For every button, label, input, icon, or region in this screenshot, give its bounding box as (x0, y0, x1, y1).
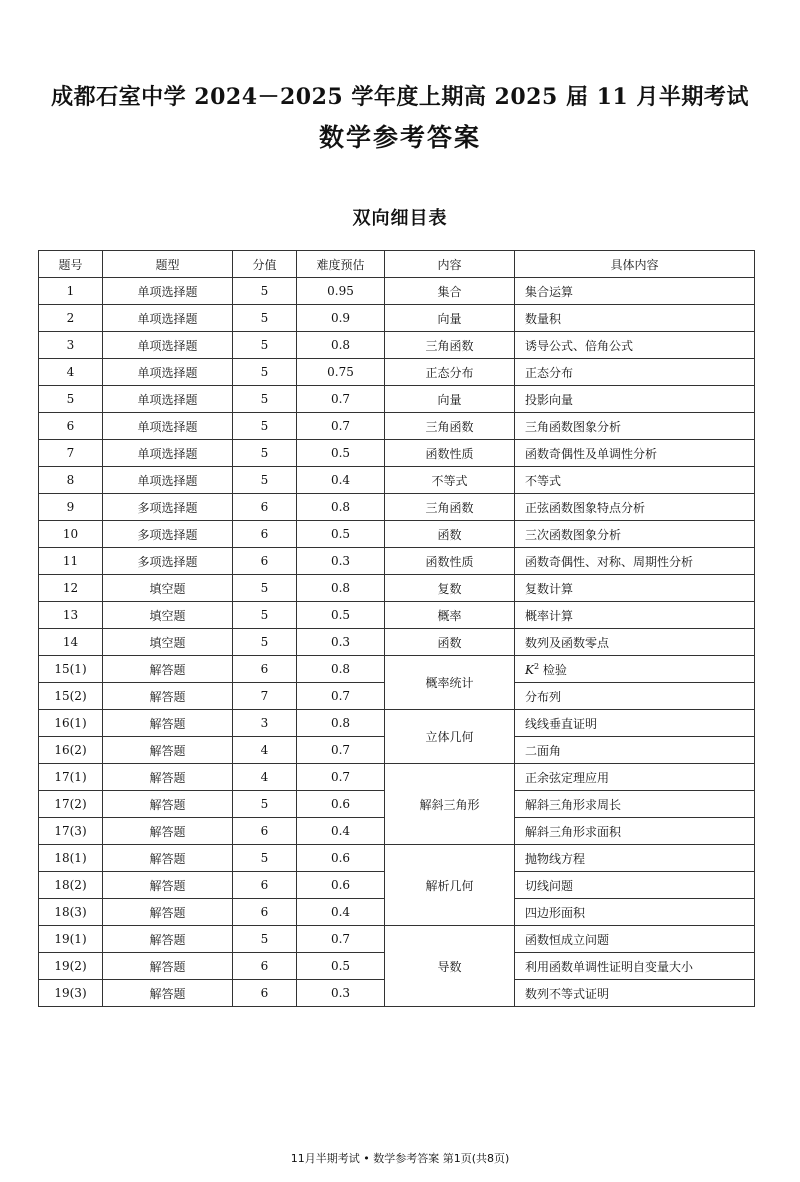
cell-score: 7 (233, 683, 297, 710)
cell-topic: 概率 (385, 602, 515, 629)
cell-number: 10 (39, 521, 103, 548)
cell-topic: 复数 (385, 575, 515, 602)
cell-type: 单项选择题 (103, 305, 233, 332)
table-row (39, 359, 755, 386)
cell-type: 多项选择题 (103, 494, 233, 521)
cell-topic-group: 导数 (385, 926, 515, 1007)
table-row (39, 575, 755, 602)
cell-type: 解答题 (103, 818, 233, 845)
cell-topic: 三角函数 (385, 413, 515, 440)
cell-type: 单项选择题 (103, 332, 233, 359)
cell-score: 6 (233, 818, 297, 845)
cell-number: 9 (39, 494, 103, 521)
cell-score: 5 (233, 791, 297, 818)
cell-score: 5 (233, 602, 297, 629)
cell-detail: 函数恒成立问题 (515, 926, 755, 953)
cell-difficulty: 0.6 (297, 791, 385, 818)
cell-type: 解答题 (103, 791, 233, 818)
cell-detail: 切线问题 (515, 872, 755, 899)
cell-difficulty: 0.3 (297, 629, 385, 656)
cell-score: 5 (233, 845, 297, 872)
cell-number: 17(2) (39, 791, 103, 818)
cell-detail: 利用函数单调性证明自变量大小 (515, 953, 755, 980)
cell-type: 解答题 (103, 872, 233, 899)
cell-type: 单项选择题 (103, 359, 233, 386)
table-row (39, 386, 755, 413)
cell-detail: 分布列 (515, 683, 755, 710)
cell-score: 5 (233, 359, 297, 386)
cell-number: 18(1) (39, 845, 103, 872)
formula-variable: K (525, 662, 534, 677)
cell-type: 单项选择题 (103, 467, 233, 494)
cell-difficulty: 0.7 (297, 926, 385, 953)
cell-type: 填空题 (103, 629, 233, 656)
cell-score: 6 (233, 656, 297, 683)
cell-score: 5 (233, 386, 297, 413)
cell-score: 5 (233, 332, 297, 359)
cell-type: 解答题 (103, 926, 233, 953)
table-row (39, 305, 755, 332)
cell-type: 单项选择题 (103, 440, 233, 467)
cell-topic: 正态分布 (385, 359, 515, 386)
cell-topic: 集合 (385, 278, 515, 305)
cell-detail: 解斜三角形求面积 (515, 818, 755, 845)
table-row (39, 926, 755, 953)
cell-score: 5 (233, 467, 297, 494)
table-row (39, 413, 755, 440)
cell-difficulty: 0.7 (297, 683, 385, 710)
cell-detail: 不等式 (515, 467, 755, 494)
cell-detail: 集合运算 (515, 278, 755, 305)
cell-type: 填空题 (103, 575, 233, 602)
cell-type: 解答题 (103, 980, 233, 1007)
cell-type: 单项选择题 (103, 413, 233, 440)
cell-detail: 复数计算 (515, 575, 755, 602)
cell-detail: 正弦函数图象特点分析 (515, 494, 755, 521)
cell-type: 解答题 (103, 737, 233, 764)
cell-detail: 数列及函数零点 (515, 629, 755, 656)
table-row (39, 710, 755, 737)
cell-detail-text: 检验 (542, 662, 567, 677)
cell-detail (515, 656, 755, 683)
column-header-detail: 具体内容 (515, 251, 755, 278)
table-row (39, 521, 755, 548)
cell-topic-group: 立体几何 (385, 710, 515, 764)
cell-type: 解答题 (103, 845, 233, 872)
cell-difficulty: 0.7 (297, 386, 385, 413)
cell-score: 5 (233, 440, 297, 467)
cell-type: 解答题 (103, 764, 233, 791)
cell-number: 4 (39, 359, 103, 386)
cell-difficulty: 0.4 (297, 818, 385, 845)
cell-number: 12 (39, 575, 103, 602)
cell-number: 15(1) (39, 656, 103, 683)
cell-score: 6 (233, 980, 297, 1007)
table-row (39, 629, 755, 656)
cell-topic: 三角函数 (385, 332, 515, 359)
cell-difficulty: 0.7 (297, 413, 385, 440)
cell-topic-group: 解斜三角形 (385, 764, 515, 845)
cell-topic: 函数性质 (385, 440, 515, 467)
cell-topic: 函数 (385, 521, 515, 548)
cell-difficulty: 0.3 (297, 548, 385, 575)
cell-difficulty: 0.75 (297, 359, 385, 386)
cell-difficulty: 0.4 (297, 899, 385, 926)
cell-detail: 正态分布 (515, 359, 755, 386)
cell-number: 17(3) (39, 818, 103, 845)
cell-number: 16(1) (39, 710, 103, 737)
cell-detail: 数量积 (515, 305, 755, 332)
specification-table (38, 250, 755, 1007)
cell-score: 6 (233, 494, 297, 521)
cell-type: 解答题 (103, 656, 233, 683)
cell-difficulty: 0.5 (297, 953, 385, 980)
cell-topic: 向量 (385, 305, 515, 332)
cell-number: 19(3) (39, 980, 103, 1007)
column-header-number: 题号 (39, 251, 103, 278)
cell-detail: 三次函数图象分析 (515, 521, 755, 548)
cell-difficulty: 0.7 (297, 764, 385, 791)
cell-difficulty: 0.3 (297, 980, 385, 1007)
cell-difficulty: 0.9 (297, 305, 385, 332)
cell-number: 18(3) (39, 899, 103, 926)
cell-difficulty: 0.8 (297, 332, 385, 359)
cell-detail: 投影向量 (515, 386, 755, 413)
cell-topic: 向量 (385, 386, 515, 413)
cell-difficulty: 0.8 (297, 710, 385, 737)
cell-detail: 正余弦定理应用 (515, 764, 755, 791)
cell-type: 解答题 (103, 953, 233, 980)
cell-detail: 函数奇偶性、对称、周期性分析 (515, 548, 755, 575)
cell-difficulty: 0.8 (297, 575, 385, 602)
cell-score: 3 (233, 710, 297, 737)
cell-number: 14 (39, 629, 103, 656)
cell-difficulty: 0.95 (297, 278, 385, 305)
cell-topic: 不等式 (385, 467, 515, 494)
cell-score: 5 (233, 413, 297, 440)
cell-number: 2 (39, 305, 103, 332)
table-row (39, 764, 755, 791)
cell-detail: 概率计算 (515, 602, 755, 629)
cell-detail: 解斜三角形求周长 (515, 791, 755, 818)
page-footer: 11月半期考试 • 数学参考答案 第1页(共8页) (290, 1152, 510, 1165)
cell-score: 6 (233, 872, 297, 899)
cell-detail: 数列不等式证明 (515, 980, 755, 1007)
cell-topic: 函数 (385, 629, 515, 656)
table-row (39, 467, 755, 494)
cell-difficulty: 0.7 (297, 737, 385, 764)
table-row (39, 656, 755, 683)
cell-type: 单项选择题 (103, 278, 233, 305)
cell-number: 11 (39, 548, 103, 575)
cell-number: 16(2) (39, 737, 103, 764)
cell-number: 17(1) (39, 764, 103, 791)
cell-difficulty: 0.6 (297, 845, 385, 872)
cell-detail: 函数奇偶性及单调性分析 (515, 440, 755, 467)
cell-detail: 三角函数图象分析 (515, 413, 755, 440)
cell-difficulty: 0.6 (297, 872, 385, 899)
cell-number: 15(2) (39, 683, 103, 710)
formula-superscript: 2 (533, 661, 540, 671)
cell-score: 6 (233, 548, 297, 575)
cell-score: 5 (233, 305, 297, 332)
cell-type: 多项选择题 (103, 548, 233, 575)
cell-type: 单项选择题 (103, 386, 233, 413)
cell-number: 5 (39, 386, 103, 413)
cell-number: 8 (39, 467, 103, 494)
table-row (39, 845, 755, 872)
cell-number: 6 (39, 413, 103, 440)
cell-difficulty: 0.8 (297, 656, 385, 683)
table-row (39, 332, 755, 359)
cell-detail: 四边形面积 (515, 899, 755, 926)
cell-detail: 线线垂直证明 (515, 710, 755, 737)
cell-score: 6 (233, 521, 297, 548)
cell-score: 4 (233, 737, 297, 764)
cell-difficulty: 0.5 (297, 602, 385, 629)
cell-number: 19(2) (39, 953, 103, 980)
cell-difficulty: 0.5 (297, 440, 385, 467)
cell-difficulty: 0.5 (297, 521, 385, 548)
cell-number: 19(1) (39, 926, 103, 953)
table-header-row (39, 251, 755, 278)
document-title: 成都石室中学 2024－2025 学年度上期高 2025 届 11 月半期考试 (51, 84, 749, 110)
section-title: 双向细目表 (352, 208, 448, 229)
cell-number: 13 (39, 602, 103, 629)
cell-score: 5 (233, 629, 297, 656)
cell-topic-group: 概率统计 (385, 656, 515, 710)
cell-type: 多项选择题 (103, 521, 233, 548)
cell-topic: 三角函数 (385, 494, 515, 521)
cell-difficulty: 0.8 (297, 494, 385, 521)
table-row (39, 440, 755, 467)
cell-topic-group: 解析几何 (385, 845, 515, 926)
cell-detail: 诱导公式、倍角公式 (515, 332, 755, 359)
cell-topic: 函数性质 (385, 548, 515, 575)
document-subtitle: 数学参考答案 (318, 123, 481, 152)
table-row (39, 494, 755, 521)
cell-type: 填空题 (103, 602, 233, 629)
cell-number: 7 (39, 440, 103, 467)
cell-detail: 二面角 (515, 737, 755, 764)
column-header-type: 题型 (103, 251, 233, 278)
cell-score: 5 (233, 926, 297, 953)
table-row (39, 602, 755, 629)
column-header-score: 分值 (233, 251, 297, 278)
cell-detail: 抛物线方程 (515, 845, 755, 872)
cell-score: 4 (233, 764, 297, 791)
cell-score: 6 (233, 899, 297, 926)
cell-type: 解答题 (103, 710, 233, 737)
cell-score: 5 (233, 278, 297, 305)
cell-number: 1 (39, 278, 103, 305)
cell-difficulty: 0.4 (297, 467, 385, 494)
cell-score: 5 (233, 575, 297, 602)
table-row (39, 278, 755, 305)
column-header-difficulty: 难度预估 (297, 251, 385, 278)
cell-number: 18(2) (39, 872, 103, 899)
cell-score: 6 (233, 953, 297, 980)
table-row (39, 548, 755, 575)
column-header-topic: 内容 (385, 251, 515, 278)
cell-type: 解答题 (103, 683, 233, 710)
cell-type: 解答题 (103, 899, 233, 926)
cell-number: 3 (39, 332, 103, 359)
